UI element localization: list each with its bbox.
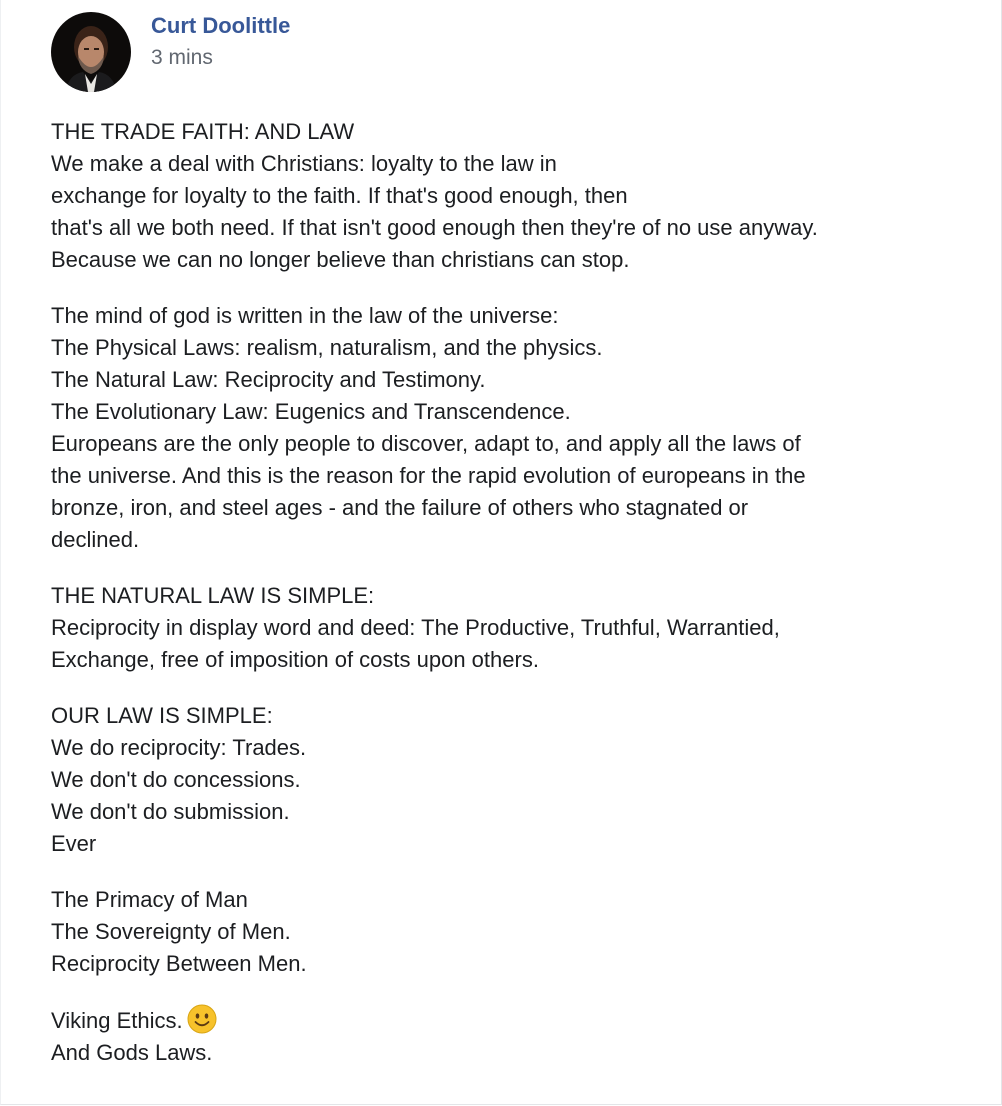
text-line: that's all we both need. If that isn't good enough then they're of no use anyway. — [51, 215, 818, 240]
author-avatar[interactable] — [51, 12, 131, 92]
text-line: And Gods Laws. — [51, 1040, 213, 1065]
paragraph-viking-ethics — [51, 1004, 971, 1069]
text-line: We make a deal with Christians: loyalty to the law in — [51, 151, 557, 176]
paragraph-our-law — [51, 700, 971, 860]
text-line: exchange for loyalty to the faith. If that's good enough, then — [51, 183, 628, 208]
avatar-photo — [51, 12, 131, 92]
text-line: bronze, iron, and steel ages - and the failure of others who stagnated or — [51, 495, 749, 520]
post-timestamp-link[interactable]: 3 mins — [151, 46, 213, 69]
text-line: Viking Ethics. — [51, 1008, 183, 1033]
paragraph-natural-law — [51, 580, 971, 676]
text-line: THE TRADE FAITH: AND LAW — [51, 119, 355, 144]
text-line-with-emoji — [51, 1004, 971, 1037]
text-line: The Natural Law: Reciprocity and Testimony. — [51, 367, 486, 392]
post-text — [51, 116, 971, 1093]
text-line: Ever — [51, 831, 97, 856]
text-line: Because we can no longer believe than christians can stop. — [51, 247, 630, 272]
text-line: We don't do submission. — [51, 799, 290, 824]
slightly-smiling-face-icon — [187, 1004, 217, 1034]
text-line: The Physical Laws: realism, naturalism, and the physics. — [51, 335, 603, 360]
paragraph-primacy — [51, 884, 971, 980]
author-name-link[interactable]: Curt Doolittle — [151, 13, 291, 38]
text-line: OUR LAW IS SIMPLE: — [51, 703, 273, 728]
text-line: We do reciprocity: Trades. — [51, 735, 307, 760]
text-line: declined. — [51, 527, 140, 552]
text-line: Europeans are the only people to discover, adapt to, and apply all the laws of — [51, 431, 801, 456]
text-line: Exchange, free of imposition of costs upon others. — [51, 647, 539, 672]
text-line: the universe. And this is the reason for the rapid evolution of europeans in the — [51, 463, 806, 488]
text-line: The Evolutionary Law: Eugenics and Transcendence. — [51, 399, 571, 424]
paragraph-trade-faith — [51, 116, 971, 276]
text-line: Reciprocity Between Men. — [51, 951, 307, 976]
text-line: We don't do concessions. — [51, 767, 301, 792]
text-line: The Primacy of Man — [51, 887, 248, 912]
paragraph-mind-of-god — [51, 300, 971, 556]
text-line: Reciprocity in display word and deed: The Productive, Truthful, Warrantied, — [51, 615, 780, 640]
text-line: The mind of god is written in the law of the universe: — [51, 303, 559, 328]
text-line: The Sovereignty of Men. — [51, 919, 291, 944]
text-line: THE NATURAL LAW IS SIMPLE: — [51, 583, 375, 608]
